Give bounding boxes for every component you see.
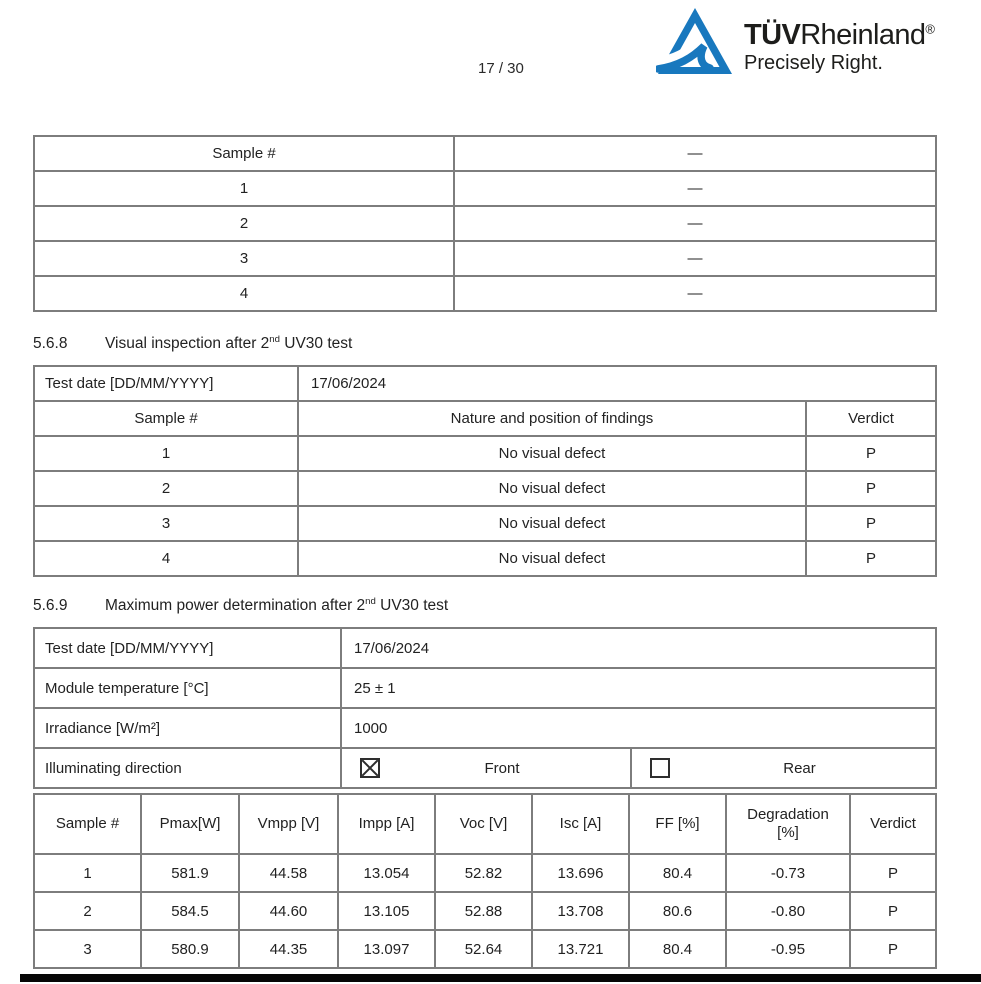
section-heading-569: [33, 596, 448, 615]
table-header-row: [34, 794, 936, 854]
front-checkbox: [360, 758, 380, 778]
col-header-impp: Impp [A]: [338, 794, 435, 854]
cell-ff: 80.4: [629, 854, 726, 892]
cell-sample: 2: [34, 892, 141, 930]
section-title: Visual inspection after 2nd UV30 test: [105, 334, 353, 353]
cell-sample: 1: [34, 171, 454, 206]
col-header-verdict: Verdict: [850, 794, 936, 854]
table-row: [34, 471, 936, 506]
table-row: [34, 628, 936, 668]
logo-rheinland: Rheinland: [800, 19, 926, 51]
table-row: [34, 206, 936, 241]
module-temp-label: Module temperature [°C]: [34, 668, 341, 708]
cell-sample: 2: [34, 471, 298, 506]
table-row: [34, 276, 936, 311]
front-label: Front: [484, 759, 520, 777]
col-header-sample: Sample #: [34, 401, 298, 436]
cell-verdict: P: [850, 854, 936, 892]
registered-mark: ®: [925, 21, 935, 37]
cell-sample: 2: [34, 206, 454, 241]
cell-pmax: 584.5: [141, 892, 239, 930]
tuv-triangle-icon: [656, 6, 734, 93]
cell-sample: 1: [34, 854, 141, 892]
col-header-sample: Sample #: [34, 794, 141, 854]
cell-dash: —: [454, 276, 936, 311]
cell-sample: 3: [34, 506, 298, 541]
table-row: [34, 668, 936, 708]
cell-verdict: P: [806, 436, 936, 471]
max-power-results-table: [33, 793, 937, 969]
rear-option-cell: [631, 748, 936, 788]
cell-impp: 13.097: [338, 930, 435, 968]
irradiance-value: 1000: [341, 708, 936, 748]
cell-sample: 3: [34, 930, 141, 968]
cell-sample: 4: [34, 541, 298, 576]
cell-dash: —: [454, 171, 936, 206]
col-header-degradation: Degradation [%]: [726, 794, 850, 854]
visual-inspection-table: [33, 365, 937, 577]
illuminating-direction-label: Illuminating direction: [34, 748, 341, 788]
cell-verdict: P: [806, 541, 936, 576]
page-number: 17 / 30: [478, 60, 524, 77]
cell-dash: —: [454, 206, 936, 241]
col-header-voc: Voc [V]: [435, 794, 532, 854]
cell-pmax: 580.9: [141, 930, 239, 968]
cell-sample: 1: [34, 436, 298, 471]
logo-tuv: TÜV: [744, 19, 801, 51]
cell-degradation: -0.80: [726, 892, 850, 930]
cell-isc: 13.696: [532, 854, 629, 892]
cell-pmax: 581.9: [141, 854, 239, 892]
cell-voc: 52.88: [435, 892, 532, 930]
cell-finding: No visual defect: [298, 541, 806, 576]
rear-label: Rear: [783, 759, 816, 777]
cell-vmpp: 44.58: [239, 854, 338, 892]
cell-finding: No visual defect: [298, 436, 806, 471]
cell-degradation: -0.73: [726, 854, 850, 892]
scan-page-edge: [20, 974, 981, 982]
module-temp-value: 25 ± 1: [341, 668, 936, 708]
cell-degradation: -0.95: [726, 930, 850, 968]
cell-sample: 3: [34, 241, 454, 276]
table-row: [34, 541, 936, 576]
cell-dash: —: [454, 241, 936, 276]
table-row: [34, 136, 936, 171]
cell-ff: 80.6: [629, 892, 726, 930]
samples-header-cell: Sample #: [34, 136, 454, 171]
samples-header-dash: —: [454, 136, 936, 171]
test-date-label: Test date [DD/MM/YYYY]: [34, 366, 298, 401]
section-number: 5.6.9: [33, 597, 68, 615]
cell-finding: No visual defect: [298, 506, 806, 541]
irradiance-label: Irradiance [W/m²]: [34, 708, 341, 748]
cell-vmpp: 44.35: [239, 930, 338, 968]
logo-tagline: Precisely Right.: [744, 52, 883, 75]
cell-finding: No visual defect: [298, 471, 806, 506]
cell-verdict: P: [806, 471, 936, 506]
col-header-pmax: Pmax[W]: [141, 794, 239, 854]
cell-verdict: P: [850, 892, 936, 930]
cell-verdict: P: [850, 930, 936, 968]
section-number: 5.6.8: [33, 335, 68, 353]
cell-impp: 13.054: [338, 854, 435, 892]
cell-isc: 13.708: [532, 892, 629, 930]
cell-impp: 13.105: [338, 892, 435, 930]
test-date-value: 17/06/2024: [341, 628, 936, 668]
max-power-info-table: [33, 627, 937, 789]
table-row: [34, 241, 936, 276]
col-header-vmpp: Vmpp [V]: [239, 794, 338, 854]
section-heading-568: [33, 334, 352, 353]
col-header-findings: Nature and position of findings: [298, 401, 806, 436]
section-title: Maximum power determination after 2nd UV30 test: [105, 596, 449, 615]
tuv-rheinland-logo: [656, 6, 934, 93]
cell-voc: 52.64: [435, 930, 532, 968]
table-row: [34, 854, 936, 892]
test-date-label: Test date [DD/MM/YYYY]: [34, 628, 341, 668]
table-row: [34, 366, 936, 401]
cell-voc: 52.82: [435, 854, 532, 892]
logo-wordmark: [744, 20, 934, 74]
rear-checkbox: [650, 758, 670, 778]
table-header-row: [34, 401, 936, 436]
cell-sample: 4: [34, 276, 454, 311]
table-row: [34, 708, 936, 748]
cell-vmpp: 44.60: [239, 892, 338, 930]
table-row: [34, 171, 936, 206]
table-row: [34, 436, 936, 471]
cell-isc: 13.721: [532, 930, 629, 968]
cell-verdict: P: [806, 506, 936, 541]
test-date-value: 17/06/2024: [298, 366, 936, 401]
table-row: [34, 748, 936, 788]
table-row: [34, 506, 936, 541]
table-row: [34, 892, 936, 930]
front-option-cell: [341, 748, 631, 788]
table-row: [34, 930, 936, 968]
samples-continuation-table: [33, 135, 937, 312]
cell-ff: 80.4: [629, 930, 726, 968]
col-header-ff: FF [%]: [629, 794, 726, 854]
col-header-verdict: Verdict: [806, 401, 936, 436]
col-header-isc: Isc [A]: [532, 794, 629, 854]
